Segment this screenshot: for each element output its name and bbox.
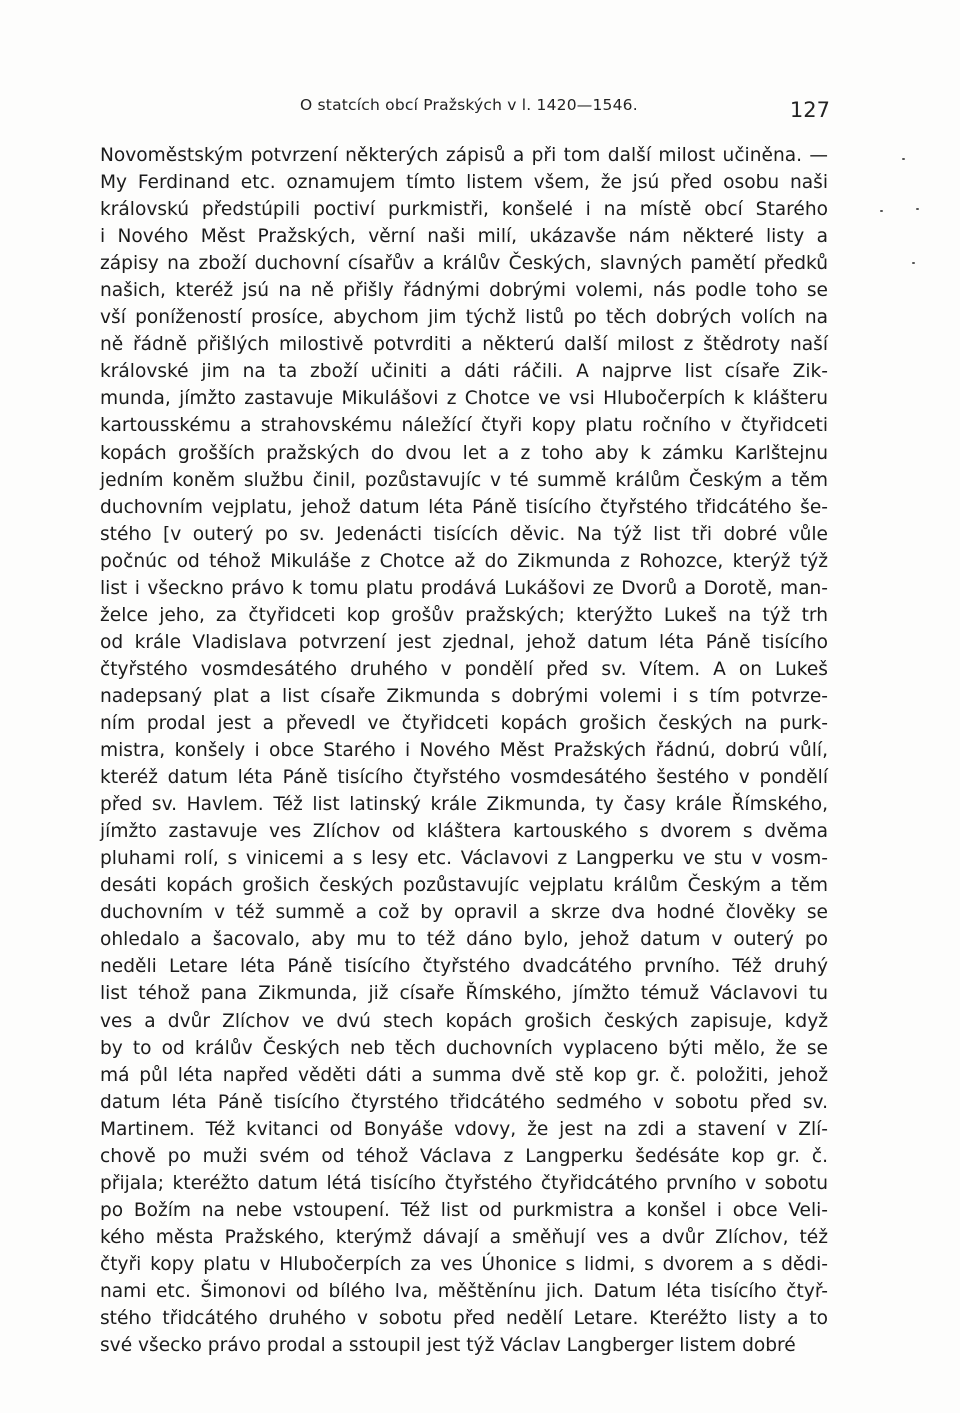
- text-line: ves a dvůr Zlíchov ve dvú stech kopách grošich českých zapisuje, když: [100, 1010, 828, 1032]
- text-line: královské jim na ta zboží učiniti a dáti ráčili. A najprve list císaře Zik-: [100, 361, 828, 383]
- text-line: čtyři kopy platu v Hlubočerpích za ves Úhonice s lidmi, s dvorem a s dědi-: [100, 1253, 828, 1275]
- margin-specks: [872, 150, 932, 270]
- text-line: nadepsaný plat a list císaře Zikmunda s dobrými volemi i s tím potvrze-: [100, 685, 828, 707]
- text-line: chově po muži svém od téhož Václava z Langperku šedésáte kop gr. č.: [100, 1145, 828, 1167]
- text-line: přijala; kteréžto datum létá tisícího čtyřstého čtyřidcátého prvního v sobotu: [100, 1172, 828, 1194]
- text-line: ohledalo a šacovalo, aby mu to též dáno bylo, jehož datum v outerý po: [100, 929, 828, 951]
- text-line: před sv. Havlem. Též list latinský krále Zikmunda, ty časy krále Římského,: [100, 794, 828, 816]
- text-line: počnúc od téhož Mikuláše z Chotce až do Zikmunda z Rohozce, kterýž týž: [100, 550, 828, 572]
- text-line: list i všeckno právo k tomu platu prodává Lukášovi ze Dvorů a Dorotě, man-: [100, 577, 828, 599]
- text-line: královskú předstúpili poctiví purkmistři, konšelé i na místě obcí Starého: [100, 199, 828, 221]
- text-line: My Ferdinand etc. oznamujem tímto listem všem, že jsú před osobu naši: [100, 172, 828, 194]
- text-line: ně řádně přišlých milostivě potvrditi a některú další milost z štědroty naší: [100, 334, 828, 356]
- text-line: jedním koněm službu činil, pozůstavujíc v té summě králům Českým a těm: [100, 469, 828, 491]
- text-line: nami etc. Šimonovi od bílého lva, měštěnínu jich. Datum léta tisícího čtyř-: [100, 1280, 828, 1302]
- text-line: Novoměstským potvrzení některých zápisů a při tom další milost učiněna. —: [100, 145, 828, 166]
- running-title: O statcích obcí Pražských v l. 1420—1546.: [300, 96, 638, 114]
- text-line: munda, jímžto zastavuje Mikulášovi z Chotce ve vsi Hlubočerpích k klášteru: [100, 388, 828, 410]
- text-line: stého třidcátého druhého v sobotu před nedělí Letare. Kteréžto listy a to: [100, 1308, 828, 1330]
- text-line: čtyřstého vosmdesátého druhého v pondělí před sv. Vítem. A on Lukeš: [100, 658, 828, 680]
- text-line: by to od králův Českých neb těch duchovních vyplaceno býti mělo, že se: [100, 1037, 828, 1059]
- text-line: i Nového Měst Pražských, věrní naši milí, ukázavše nám některé listy a: [100, 226, 828, 248]
- text-line: po Božím na nebe vstoupení. Též list od purkmistra a konšel i obce Veli-: [100, 1199, 828, 1221]
- text-line: zápisy na zboží duchovní císařův a králův Českých, slavných pamětí předků: [100, 253, 828, 275]
- text-line: jímžto zastavuje ves Zlíchov od kláštera kartouského s dvorem s dvěma: [100, 821, 828, 843]
- text-line: našich, kteréž jsú na ně přišly řádnými dobrými volemi, nás podle toho se: [100, 280, 828, 302]
- text-line: má půl léta napřed věděti dáti a summa dvě stě kop gr. č. položiti, jehož: [100, 1064, 828, 1086]
- speck-mark: [916, 208, 919, 210]
- speck-mark: [880, 210, 883, 212]
- speck-mark: [902, 158, 905, 160]
- body-text: [100, 142, 828, 1359]
- text-line: vší ponížeností prosíce, abychom jim týchž listů po těch dobrých volích na: [100, 307, 828, 329]
- text-line: datum léta Páně tisícího čtyrstého třidcátého sedmého v sobotu před sv.: [100, 1091, 828, 1113]
- text-line: stého [v outerý po sv. Jedenácti tisících děvic. Na týž list tři dobré vůle: [100, 523, 828, 545]
- text-line: od krále Vladislava potvrzení jest zjednal, jehož datum léta Páně tisícího: [100, 631, 828, 653]
- text-line: kého města Pražského, kterýmž dávají a směňují ves a dvůr Zlíchov, též: [100, 1226, 828, 1248]
- text-line: želce jeho, za čtyřidceti kop grošův pražských; kterýžto Lukeš na týž trh: [100, 604, 828, 626]
- text-line: mistra, konšely i obce Starého i Nového Měst Pražských řádnú, dobrú vůlí,: [100, 740, 828, 762]
- speck-mark: [912, 262, 915, 264]
- text-line: kartousskému a strahovskému náležící čtyři kopy platu ročního v čtyřidceti: [100, 415, 828, 437]
- text-line: kopách grošších pražských do dvou let a z toho aby k zámku Karlštejnu: [100, 442, 828, 464]
- text-line: ním prodal jest a převedl ve čtyřidceti kopách grošich českých na purk-: [100, 712, 828, 734]
- text-line: neděli Letare léta Páně tisícího čtyřstého dvadcátého prvního. Též druhý: [100, 956, 828, 978]
- text-line: pluhami rolí, s vinicemi a s lesy etc. Václavovi z Langperku ve stu v vosm-: [100, 848, 828, 870]
- text-line: Martinem. Též kvitanci od Bonyáše vdovy, že jest na zdi a stavení v Zlí-: [100, 1118, 828, 1140]
- text-line: duchovním vejplatu, jehož datum léta Páně tisícího čtyřstého třidcátého še-: [100, 496, 828, 518]
- text-line: duchovním v též summě a což by opravil a skrze dva hodné člověky se: [100, 902, 828, 924]
- text-line: desáti kopách grošich českých pozůstavujíc vejplatu králům Českým a těm: [100, 875, 828, 897]
- page-number: 127: [789, 98, 830, 122]
- text-line: list téhož pana Zikmunda, již císaře Římského, jímžto témuž Václavovi tu: [100, 983, 828, 1005]
- text-line: své všecko právo prodal a sstoupil jest týž Václav Langberger listem dobré: [100, 1335, 796, 1357]
- text-line: kteréž datum léta Páně tisícího čtyřstého vosmdesátého šestého v pondělí: [100, 767, 828, 789]
